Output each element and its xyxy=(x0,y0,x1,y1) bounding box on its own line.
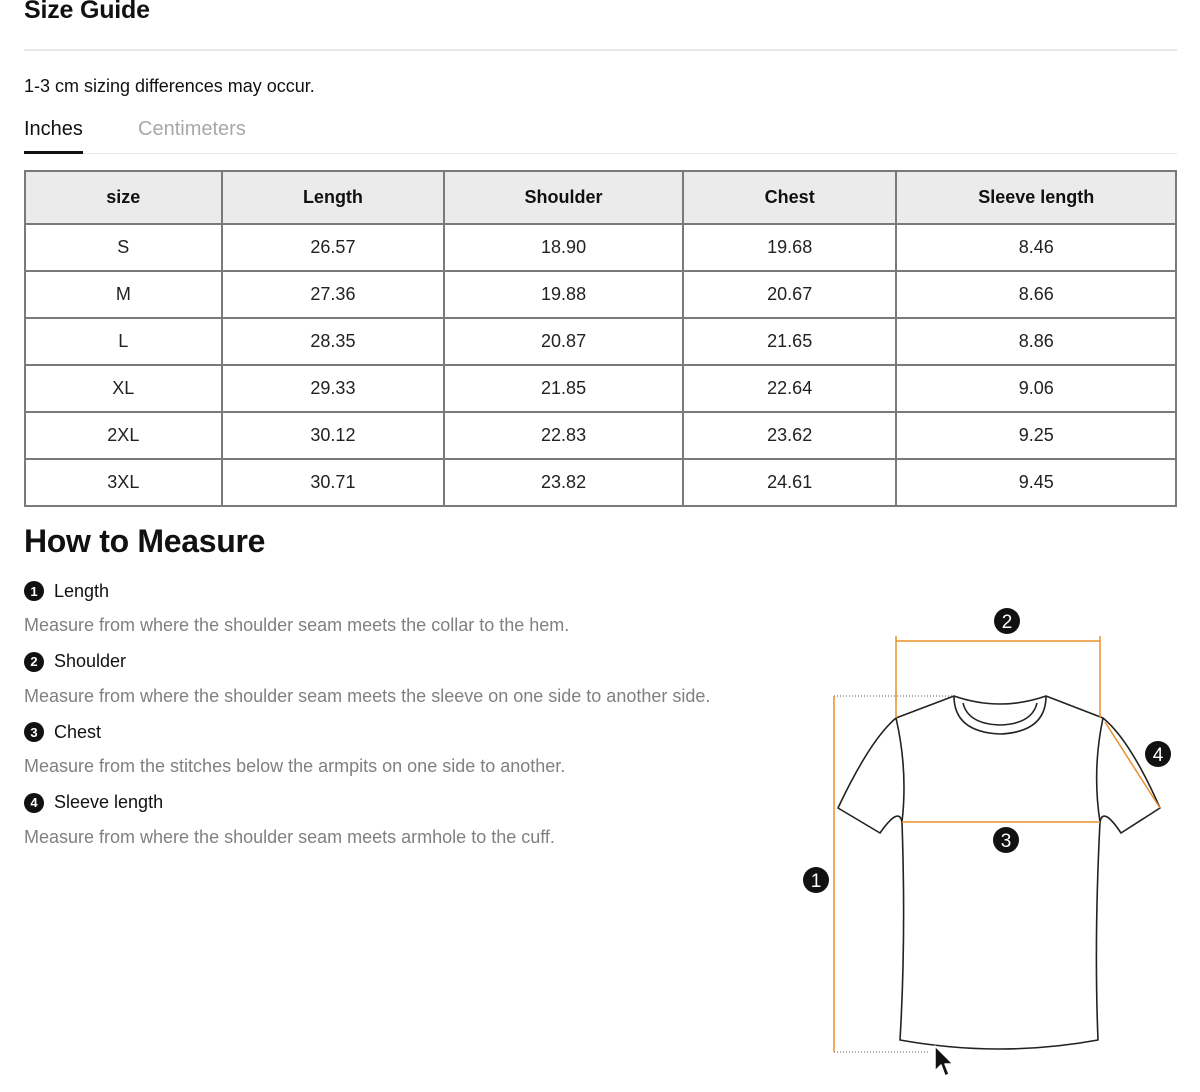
measure-description: Measure from the stitches below the armpits on one side to another. xyxy=(24,756,566,776)
marker-4-icon xyxy=(1145,741,1171,767)
page-title: Size Guide xyxy=(24,0,150,24)
measure-item-shoulder xyxy=(24,649,784,720)
table-cell: 26.57 xyxy=(222,224,445,271)
measure-name: Length xyxy=(54,580,110,601)
measure-item-sleeve-length xyxy=(24,790,784,861)
table-cell: 28.35 xyxy=(222,318,445,365)
table-cell: 3XL xyxy=(25,459,222,506)
table-cell: 8.66 xyxy=(896,271,1176,318)
table-cell: 19.88 xyxy=(444,271,683,318)
tab-centimeters[interactable]: Centimeters xyxy=(138,118,246,140)
sizing-note: 1-3 cm sizing differences may occur. xyxy=(24,76,315,96)
length-guide-lines xyxy=(834,696,954,1052)
table-header-row xyxy=(25,171,1176,224)
table-cell: 27.36 xyxy=(222,271,445,318)
table-row xyxy=(25,365,1176,412)
column-header-length: Length xyxy=(222,171,445,224)
how-to-measure-title: How to Measure xyxy=(24,523,266,559)
measure-item-chest xyxy=(24,719,784,790)
svg-text:1: 1 xyxy=(810,871,822,892)
column-header-shoulder: Shoulder xyxy=(444,171,683,224)
tab-inches[interactable]: Inches xyxy=(24,116,83,153)
measure-description: Measure from where the shoulder seam meets the sleeve on one side to another side. xyxy=(24,685,711,706)
table-row xyxy=(25,224,1176,271)
size-table xyxy=(24,170,1177,507)
svg-text:2: 2 xyxy=(1001,612,1013,633)
measure-item-length xyxy=(24,578,784,649)
table-cell: 30.71 xyxy=(222,459,445,506)
measure-description: Measure from where the shoulder seam meets the collar to the hem. xyxy=(24,615,570,635)
svg-text:4: 4 xyxy=(1152,745,1164,766)
table-row xyxy=(25,412,1176,459)
table-cell: S xyxy=(25,224,222,271)
table-cell: 29.33 xyxy=(222,365,445,412)
marker-1-icon xyxy=(803,867,829,893)
measure-instructions xyxy=(24,578,784,860)
table-cell: 21.65 xyxy=(683,318,897,365)
table-cell: 20.67 xyxy=(683,271,897,318)
table-cell: 9.25 xyxy=(896,412,1176,459)
table-row xyxy=(25,459,1176,506)
table-row xyxy=(25,318,1176,365)
table-cell: 8.46 xyxy=(896,224,1176,271)
column-header-size: size xyxy=(25,171,222,224)
table-cell: 22.64 xyxy=(683,365,897,412)
number-3-icon: 3 xyxy=(24,722,44,742)
number-4-icon: 4 xyxy=(24,793,44,813)
table-cell: 30.12 xyxy=(222,412,445,459)
title-divider xyxy=(24,49,1177,51)
table-cell: 22.83 xyxy=(444,412,683,459)
table-cell: 19.68 xyxy=(683,224,897,271)
table-cell: 9.06 xyxy=(896,365,1176,412)
svg-text:3: 3 xyxy=(1000,831,1012,852)
table-cell: 18.90 xyxy=(444,224,683,271)
table-cell: 2XL xyxy=(25,412,222,459)
table-cell: M xyxy=(25,271,222,318)
marker-3-icon xyxy=(993,827,1019,853)
table-cell: 21.85 xyxy=(444,365,683,412)
number-2-icon: 2 xyxy=(24,652,44,672)
measure-name: Shoulder xyxy=(54,651,127,671)
table-row xyxy=(25,271,1176,318)
column-header-chest: Chest xyxy=(683,171,897,224)
table-cell: XL xyxy=(25,365,222,412)
number-1-icon: 1 xyxy=(24,581,44,601)
column-header-sleeve-length: Sleeve length xyxy=(896,171,1176,224)
tshirt-outline-icon xyxy=(838,696,1160,1049)
measure-name: Sleeve length xyxy=(54,792,164,812)
table-cell: L xyxy=(25,318,222,365)
unit-tabs xyxy=(24,116,1177,154)
table-cell: 9.45 xyxy=(896,459,1176,506)
mouse-pointer-icon xyxy=(933,1045,955,1079)
measure-name: Chest xyxy=(54,721,102,742)
table-cell: 8.86 xyxy=(896,318,1176,365)
table-cell: 24.61 xyxy=(683,459,897,506)
measure-description: Measure from where the shoulder seam meets armhole to the cuff. xyxy=(24,826,555,847)
table-cell: 23.62 xyxy=(683,412,897,459)
tshirt-measurement-diagram xyxy=(800,596,1180,1092)
table-cell: 20.87 xyxy=(444,318,683,365)
table-cell: 23.82 xyxy=(444,459,683,506)
marker-2-icon xyxy=(994,608,1020,634)
